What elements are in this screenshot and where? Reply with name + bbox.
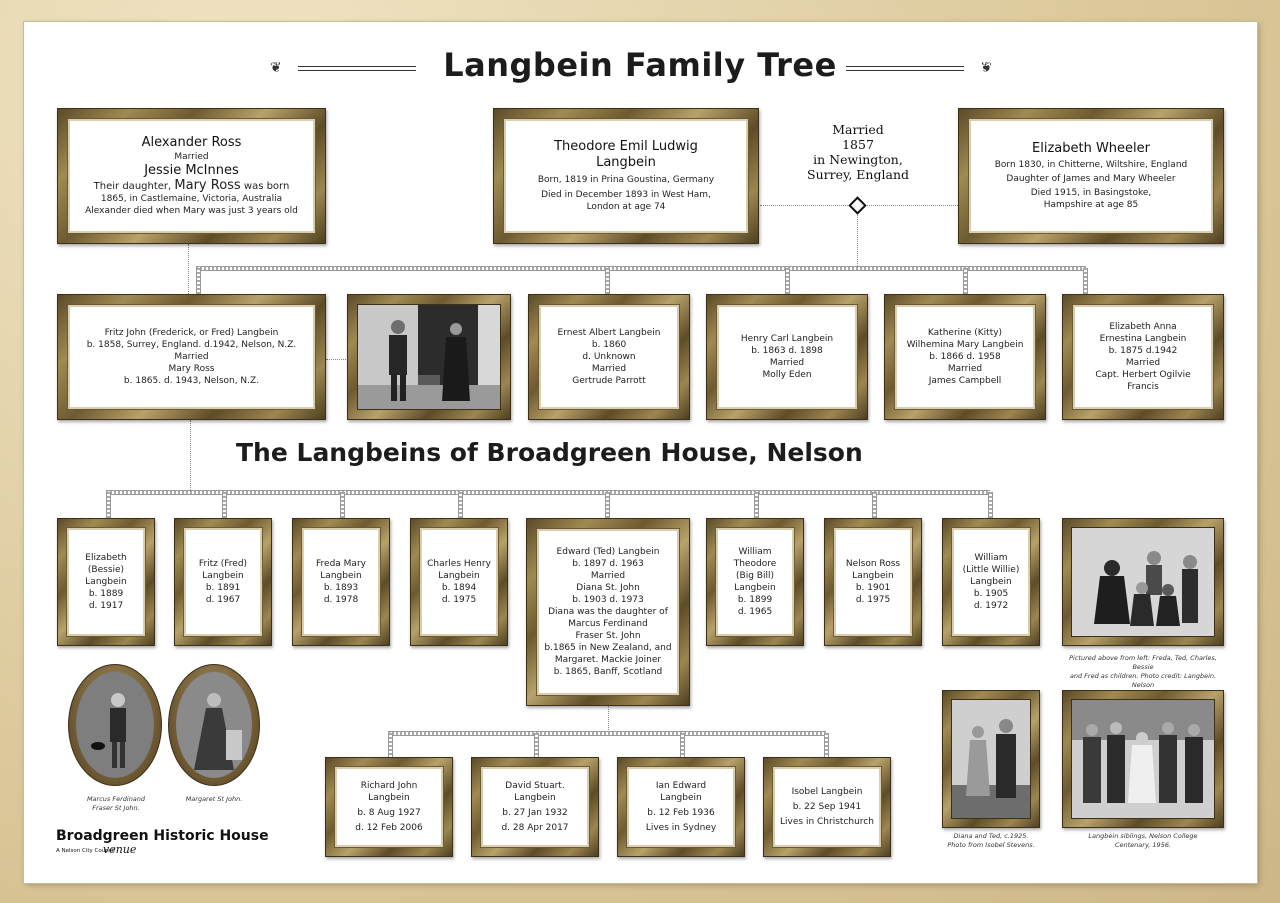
caption-marcus <box>74 795 158 813</box>
person-name: Margaret. Mackie Joiner <box>554 655 662 665</box>
diana-ted-photo <box>952 700 1031 819</box>
death-info: d. 1978 <box>323 595 359 605</box>
person-name: Langbein <box>438 571 480 581</box>
person-name: Isobel Langbein <box>791 787 863 797</box>
frame-elizabeth-wheeler <box>958 108 1224 244</box>
caption-line: Diana and Ted, c.1925. <box>953 832 1029 840</box>
children-photo <box>1072 528 1215 637</box>
connector <box>824 733 829 757</box>
frame-charles <box>410 518 508 646</box>
death-info: d. 1917 <box>88 601 124 611</box>
spouse-name: Diana St. John <box>576 583 640 593</box>
death-info: Alexander died when Mary was just 3 years old <box>85 206 298 216</box>
connector <box>106 492 111 518</box>
person-name: Katherine (Kitty) <box>927 328 1003 338</box>
person-name: Jessie McInnes <box>144 163 239 178</box>
married-label: Married <box>590 571 626 581</box>
frame-henry <box>706 294 868 420</box>
person-name: Fraser St. John <box>575 631 641 641</box>
connector <box>388 733 393 757</box>
frame-elizabeth-anna <box>1062 294 1224 420</box>
person-name: Langbein <box>368 793 410 803</box>
caption-line: Fraser St John. <box>92 804 140 812</box>
person-name: (Bessie) <box>87 565 125 575</box>
text: Surrey, England <box>807 167 909 182</box>
death-info: d. 1967 <box>205 595 241 605</box>
person-name: Langbein <box>202 571 244 581</box>
frame-fred <box>174 518 272 646</box>
person-name: William <box>974 553 1008 563</box>
frame-photo-siblings <box>1062 690 1224 828</box>
connector <box>857 214 858 266</box>
person-name: Langbein <box>320 571 362 581</box>
death-info: Hampshire at age 85 <box>1043 200 1139 210</box>
caption-line: Centenary, 1956. <box>1114 841 1172 849</box>
married-label: Married <box>174 152 209 162</box>
connector <box>190 420 191 492</box>
caption-line: Marcus Ferdinand <box>86 795 146 803</box>
person-name: Henry Carl Langbein <box>740 334 834 344</box>
person-name: Theodore Emil Ludwig <box>554 139 698 154</box>
text: was born <box>243 181 290 192</box>
text: Their daughter, <box>93 181 172 192</box>
caption-siblings <box>1062 832 1224 850</box>
person-name: Elizabeth Wheeler <box>1032 141 1150 156</box>
person-name: Nelson Ross <box>845 559 901 569</box>
frame-bessie <box>57 518 155 646</box>
connector <box>188 244 189 296</box>
spouse-name: James Campbell <box>928 376 1002 386</box>
marcus-photo <box>76 672 154 778</box>
death-info: d. 1975 <box>855 595 891 605</box>
margaret-photo <box>176 672 252 778</box>
frame-ted <box>526 518 690 706</box>
birth-info: b. 22 Sep 1941 <box>792 802 862 812</box>
death-info: d. 1965 <box>737 607 773 617</box>
person-name: Ian Edward <box>655 781 707 791</box>
birth-info: b. 1865, Banff, Scotland <box>553 667 663 677</box>
birth-info: b. 1891 <box>205 583 241 593</box>
connector-rail <box>106 490 990 495</box>
person-name: Charles Henry <box>427 559 491 569</box>
frame-isobel <box>763 757 891 857</box>
spouse-name: Molly Eden <box>762 370 812 380</box>
birth-info: 1865, in Castlemaine, Victoria, Australia <box>100 194 283 204</box>
connector-rail <box>196 266 1086 271</box>
connector <box>785 268 790 294</box>
person-name: Ernest Albert Langbein <box>557 328 661 338</box>
person-name: David Stuart. <box>505 781 565 791</box>
birth-info: b. 1893 <box>323 583 359 593</box>
connector <box>963 268 968 294</box>
married-label: Married <box>1125 358 1161 368</box>
frame-photo-fritz-mary <box>347 294 511 420</box>
person-name: Langbein <box>852 571 894 581</box>
person-name: Langbein <box>596 155 656 170</box>
person-name: Elizabeth Anna <box>1109 322 1177 332</box>
caption-line: Pictured above from left: Freda, Ted, Charles, Bessie <box>1069 654 1217 671</box>
frame-little-willie <box>942 518 1040 646</box>
spouse-name: Mary Ross <box>168 364 215 374</box>
birth-info: b.1865 in New Zealand, and <box>544 643 672 653</box>
married-label: Married <box>174 352 209 362</box>
connector <box>340 492 345 518</box>
siblings-photo <box>1072 700 1215 819</box>
birth-info: b. 1863 d. 1898 <box>751 346 823 356</box>
connector <box>605 492 610 518</box>
frame-fritz-john <box>57 294 326 420</box>
connector <box>680 733 685 757</box>
frame-big-bill <box>706 518 804 646</box>
connector <box>196 268 201 294</box>
caption-line: Margaret St John. <box>185 795 243 803</box>
connector <box>534 733 539 757</box>
frame-richard <box>325 757 453 857</box>
caption-line: and Fred as children. Photo credit: Langbein. Nelson <box>1069 672 1217 689</box>
residence-info: Lives in Sydney <box>645 823 717 833</box>
residence-info: Lives in Christchurch <box>780 817 874 827</box>
birth-info: b. 27 Jan 1932 <box>502 808 568 818</box>
text: 1857 <box>842 137 874 152</box>
title-ornament-right: ❦ <box>846 64 992 74</box>
connector <box>872 492 877 518</box>
birth-info: b. 1905 <box>973 589 1009 599</box>
death-info: Died 1915, in Basingstoke, <box>1030 188 1152 198</box>
person-name: Theodore <box>733 559 777 569</box>
death-info: d. 12 Feb 2006 <box>355 823 423 833</box>
birth-info: b. 12 Feb 1936 <box>647 808 715 818</box>
title-ornament-left: ❦ <box>270 64 416 74</box>
frame-theodore <box>493 108 759 244</box>
caption-line: Photo from Isobel Stevens. <box>947 841 1035 849</box>
person-name: Langbein <box>734 583 776 593</box>
person-name: Mary Ross <box>174 178 241 193</box>
birth-info: b. 1903 d. 1973 <box>572 595 644 605</box>
connector <box>608 706 609 732</box>
birth-info: b. 1866 d. 1958 <box>929 352 1001 362</box>
birth-info: b. 1858, Surrey, England. d.1942, Nelson, N.Z. <box>86 340 297 350</box>
spouse-name: Gertrude Parrott <box>572 376 646 386</box>
connector <box>605 268 610 294</box>
connector <box>222 492 227 518</box>
frame-david <box>471 757 599 857</box>
oval-portrait-marcus <box>68 664 162 786</box>
person-name: Langbein <box>85 577 127 587</box>
connector-rail <box>388 731 826 736</box>
text: in Newington, <box>813 152 903 167</box>
parent-info: Daughter of James and Mary Wheeler <box>1006 174 1176 184</box>
connector <box>988 492 993 518</box>
person-name: Langbein <box>514 793 556 803</box>
married-label: Married <box>947 364 983 374</box>
frame-nelson <box>824 518 922 646</box>
married-label: Married <box>591 364 627 374</box>
caption-line: Langbein siblings, Nelson College <box>1088 832 1198 840</box>
spouse-name: Francis <box>1127 382 1159 392</box>
person-name: Fritz John (Frederick, or Fred) Langbein <box>104 328 279 338</box>
frame-ernest <box>528 294 690 420</box>
person-name: Edward (Ted) Langbein <box>556 547 660 557</box>
birth-info: b. 1894 <box>441 583 477 593</box>
council-label: A Nelson City Council <box>56 848 115 854</box>
connector <box>754 492 759 518</box>
connector <box>458 492 463 518</box>
caption-margaret <box>172 795 256 804</box>
connector <box>1083 268 1088 294</box>
birth-info: b. 1889 <box>88 589 124 599</box>
birth-info: Born, 1819 in Prina Goustina, Germany <box>537 175 715 185</box>
frame-katherine <box>884 294 1046 420</box>
section-title: The Langbeins of Broadgreen House, Nelson <box>236 438 863 467</box>
spouse-name: Capt. Herbert Ogilvie <box>1095 370 1191 380</box>
text: Married <box>832 122 884 137</box>
birth-info: b. 1865. d. 1943, Nelson, N.Z. <box>123 376 260 386</box>
person-name: (Big Bill) <box>736 571 774 581</box>
caption-diana-ted <box>934 832 1048 850</box>
frame-ross <box>57 108 326 244</box>
oval-portrait-margaret <box>168 664 260 786</box>
frame-photo-diana-ted <box>942 690 1040 828</box>
person-name: Langbein <box>660 793 702 803</box>
death-info: d. 28 Apr 2017 <box>501 823 569 833</box>
person-name: Wilhemina Mary Langbein <box>906 340 1024 350</box>
person-name: Langbein <box>970 577 1012 587</box>
frame-photo-children <box>1062 518 1224 646</box>
couple-photo <box>358 305 501 410</box>
birth-info: b. 1875 d.1942 <box>1108 346 1178 356</box>
married-label: Married <box>769 358 805 368</box>
marriage-note <box>800 122 916 182</box>
person-name: William <box>738 547 772 557</box>
frame-freda <box>292 518 390 646</box>
text: Diana was the daughter of <box>548 607 668 617</box>
venue-script: venue <box>103 843 137 856</box>
death-info: d. 1972 <box>973 601 1009 611</box>
person-name: Alexander Ross <box>141 135 242 150</box>
broadgreen-logo: Broadgreen Historic House <box>56 828 269 844</box>
death-info: d. 1975 <box>441 595 477 605</box>
birth-info: b. 8 Aug 1927 <box>357 808 421 818</box>
death-info: London at age 74 <box>586 202 666 212</box>
death-info: d. Unknown <box>582 352 636 362</box>
birth-info: b. 1860 <box>591 340 627 350</box>
person-name: Freda Mary <box>316 559 366 569</box>
person-name: Richard John <box>360 781 418 791</box>
person-name: Marcus Ferdinand <box>568 619 648 629</box>
birth-info: b. 1899 <box>737 595 773 605</box>
birth-info: Born 1830, in Chitterne, Wiltshire, England <box>994 160 1188 170</box>
person-name: Fritz (Fred) <box>198 559 248 569</box>
person-name: Ernestina Langbein <box>1099 334 1187 344</box>
frame-ian <box>617 757 745 857</box>
person-name: (Little Willie) <box>962 565 1020 575</box>
death-info: Died in December 1893 in West Ham, <box>541 190 711 200</box>
birth-info: b. 1901 <box>855 583 891 593</box>
page-title: Langbein Family Tree <box>443 46 837 84</box>
birth-info: b. 1897 d. 1963 <box>572 559 644 569</box>
person-name: Elizabeth <box>85 553 127 563</box>
